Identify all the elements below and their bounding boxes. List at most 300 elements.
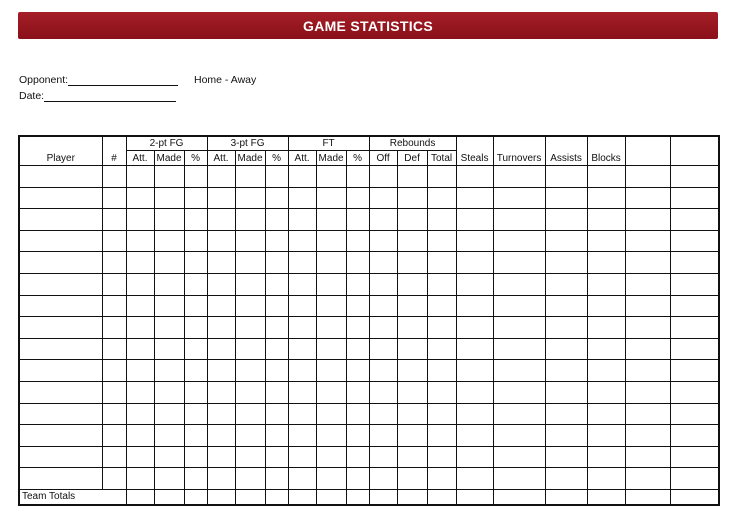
player-name-cell[interactable]	[19, 425, 102, 447]
stat-cell[interactable]	[625, 187, 670, 209]
stat-cell[interactable]	[545, 230, 587, 252]
player-number-cell[interactable]	[102, 230, 126, 252]
stat-cell[interactable]	[670, 446, 719, 468]
stat-cell[interactable]	[670, 468, 719, 490]
stat-cell[interactable]	[126, 446, 154, 468]
stat-cell[interactable]	[587, 403, 625, 425]
stat-cell[interactable]	[346, 317, 369, 339]
stat-cell[interactable]	[154, 295, 184, 317]
stat-cell[interactable]	[126, 489, 154, 505]
stat-cell[interactable]	[587, 425, 625, 447]
stat-cell[interactable]	[397, 468, 427, 490]
player-name-cell[interactable]	[19, 338, 102, 360]
stat-cell[interactable]	[235, 381, 265, 403]
player-name-cell[interactable]	[19, 230, 102, 252]
stat-cell[interactable]	[456, 338, 493, 360]
stat-cell[interactable]	[369, 425, 397, 447]
stat-cell[interactable]	[493, 273, 545, 295]
stat-cell[interactable]	[493, 166, 545, 188]
stat-cell[interactable]	[265, 403, 288, 425]
stat-cell[interactable]	[397, 209, 427, 231]
player-number-cell[interactable]	[102, 381, 126, 403]
stat-cell[interactable]	[207, 273, 235, 295]
stat-cell[interactable]	[625, 166, 670, 188]
stat-cell[interactable]	[235, 317, 265, 339]
stat-cell[interactable]	[456, 381, 493, 403]
stat-cell[interactable]	[545, 209, 587, 231]
stat-cell[interactable]	[126, 381, 154, 403]
stat-cell[interactable]	[154, 209, 184, 231]
stat-cell[interactable]	[265, 230, 288, 252]
stat-cell[interactable]	[207, 209, 235, 231]
stat-cell[interactable]	[625, 338, 670, 360]
stat-cell[interactable]	[207, 317, 235, 339]
stat-cell[interactable]	[126, 166, 154, 188]
stat-cell[interactable]	[288, 187, 316, 209]
stat-cell[interactable]	[456, 252, 493, 274]
stat-cell[interactable]	[184, 187, 207, 209]
stat-cell[interactable]	[316, 317, 346, 339]
stat-cell[interactable]	[545, 187, 587, 209]
stat-cell[interactable]	[288, 317, 316, 339]
stat-cell[interactable]	[427, 489, 456, 505]
stat-cell[interactable]	[265, 489, 288, 505]
player-name-cell[interactable]	[19, 403, 102, 425]
stat-cell[interactable]	[265, 468, 288, 490]
stat-cell[interactable]	[316, 166, 346, 188]
stat-cell[interactable]	[126, 468, 154, 490]
stat-cell[interactable]	[288, 403, 316, 425]
stat-cell[interactable]	[670, 230, 719, 252]
stat-cell[interactable]	[545, 166, 587, 188]
stat-cell[interactable]	[346, 230, 369, 252]
stat-cell[interactable]	[235, 166, 265, 188]
stat-cell[interactable]	[670, 489, 719, 505]
stat-cell[interactable]	[369, 446, 397, 468]
stat-cell[interactable]	[456, 230, 493, 252]
stat-cell[interactable]	[493, 360, 545, 382]
stat-cell[interactable]	[670, 252, 719, 274]
stat-cell[interactable]	[346, 360, 369, 382]
player-name-cell[interactable]	[19, 252, 102, 274]
stat-cell[interactable]	[154, 381, 184, 403]
player-name-cell[interactable]	[19, 295, 102, 317]
stat-cell[interactable]	[545, 273, 587, 295]
stat-cell[interactable]	[625, 446, 670, 468]
stat-cell[interactable]	[154, 489, 184, 505]
stat-cell[interactable]	[545, 489, 587, 505]
stat-cell[interactable]	[625, 468, 670, 490]
stat-cell[interactable]	[235, 446, 265, 468]
stat-cell[interactable]	[288, 446, 316, 468]
stat-cell[interactable]	[493, 209, 545, 231]
stat-cell[interactable]	[346, 252, 369, 274]
stat-cell[interactable]	[235, 403, 265, 425]
date-blank-line[interactable]	[44, 90, 176, 102]
stat-cell[interactable]	[545, 381, 587, 403]
stat-cell[interactable]	[456, 360, 493, 382]
stat-cell[interactable]	[369, 209, 397, 231]
stat-cell[interactable]	[587, 187, 625, 209]
stat-cell[interactable]	[625, 252, 670, 274]
stat-cell[interactable]	[369, 403, 397, 425]
player-number-cell[interactable]	[102, 403, 126, 425]
stat-cell[interactable]	[427, 273, 456, 295]
player-name-cell[interactable]	[19, 166, 102, 188]
stat-cell[interactable]	[184, 230, 207, 252]
stat-cell[interactable]	[288, 489, 316, 505]
stat-cell[interactable]	[184, 317, 207, 339]
player-number-cell[interactable]	[102, 468, 126, 490]
stat-cell[interactable]	[316, 403, 346, 425]
stat-cell[interactable]	[397, 273, 427, 295]
stat-cell[interactable]	[316, 381, 346, 403]
stat-cell[interactable]	[346, 468, 369, 490]
stat-cell[interactable]	[184, 209, 207, 231]
stat-cell[interactable]	[587, 446, 625, 468]
stat-cell[interactable]	[587, 273, 625, 295]
stat-cell[interactable]	[670, 403, 719, 425]
stat-cell[interactable]	[587, 338, 625, 360]
stat-cell[interactable]	[587, 360, 625, 382]
player-number-cell[interactable]	[102, 295, 126, 317]
stat-cell[interactable]	[397, 489, 427, 505]
stat-cell[interactable]	[288, 425, 316, 447]
stat-cell[interactable]	[493, 446, 545, 468]
stat-cell[interactable]	[265, 425, 288, 447]
stat-cell[interactable]	[154, 360, 184, 382]
stat-cell[interactable]	[207, 230, 235, 252]
stat-cell[interactable]	[369, 166, 397, 188]
stat-cell[interactable]	[456, 295, 493, 317]
stat-cell[interactable]	[316, 489, 346, 505]
stat-cell[interactable]	[397, 403, 427, 425]
player-name-cell[interactable]	[19, 273, 102, 295]
stat-cell[interactable]	[670, 338, 719, 360]
stat-cell[interactable]	[288, 468, 316, 490]
stat-cell[interactable]	[288, 252, 316, 274]
stat-cell[interactable]	[316, 425, 346, 447]
stat-cell[interactable]	[545, 252, 587, 274]
stat-cell[interactable]	[154, 252, 184, 274]
player-number-cell[interactable]	[102, 252, 126, 274]
player-name-cell[interactable]	[19, 187, 102, 209]
stat-cell[interactable]	[346, 209, 369, 231]
stat-cell[interactable]	[346, 187, 369, 209]
stat-cell[interactable]	[235, 360, 265, 382]
stat-cell[interactable]	[207, 360, 235, 382]
stat-cell[interactable]	[265, 338, 288, 360]
stat-cell[interactable]	[427, 166, 456, 188]
stat-cell[interactable]	[154, 166, 184, 188]
stat-cell[interactable]	[625, 381, 670, 403]
stat-cell[interactable]	[670, 209, 719, 231]
stat-cell[interactable]	[493, 425, 545, 447]
player-number-cell[interactable]	[102, 446, 126, 468]
stat-cell[interactable]	[369, 295, 397, 317]
stat-cell[interactable]	[207, 403, 235, 425]
stat-cell[interactable]	[427, 187, 456, 209]
stat-cell[interactable]	[316, 295, 346, 317]
stat-cell[interactable]	[545, 403, 587, 425]
player-name-cell[interactable]	[19, 468, 102, 490]
stat-cell[interactable]	[346, 166, 369, 188]
stat-cell[interactable]	[316, 446, 346, 468]
stat-cell[interactable]	[456, 187, 493, 209]
stat-cell[interactable]	[207, 252, 235, 274]
stat-cell[interactable]	[265, 273, 288, 295]
stat-cell[interactable]	[126, 360, 154, 382]
stat-cell[interactable]	[397, 338, 427, 360]
stat-cell[interactable]	[427, 381, 456, 403]
stat-cell[interactable]	[184, 489, 207, 505]
stat-cell[interactable]	[184, 403, 207, 425]
stat-cell[interactable]	[235, 209, 265, 231]
stat-cell[interactable]	[493, 187, 545, 209]
stat-cell[interactable]	[545, 317, 587, 339]
stat-cell[interactable]	[316, 338, 346, 360]
stat-cell[interactable]	[207, 381, 235, 403]
stat-cell[interactable]	[369, 338, 397, 360]
stat-cell[interactable]	[493, 489, 545, 505]
stat-cell[interactable]	[288, 230, 316, 252]
stat-cell[interactable]	[126, 425, 154, 447]
stat-cell[interactable]	[184, 446, 207, 468]
stat-cell[interactable]	[184, 360, 207, 382]
stat-cell[interactable]	[545, 338, 587, 360]
stat-cell[interactable]	[670, 273, 719, 295]
player-number-cell[interactable]	[102, 166, 126, 188]
stat-cell[interactable]	[346, 273, 369, 295]
stat-cell[interactable]	[154, 230, 184, 252]
stat-cell[interactable]	[670, 295, 719, 317]
stat-cell[interactable]	[456, 489, 493, 505]
stat-cell[interactable]	[369, 187, 397, 209]
stat-cell[interactable]	[288, 209, 316, 231]
stat-cell[interactable]	[346, 381, 369, 403]
stat-cell[interactable]	[369, 489, 397, 505]
stat-cell[interactable]	[587, 252, 625, 274]
stat-cell[interactable]	[207, 425, 235, 447]
stat-cell[interactable]	[545, 425, 587, 447]
stat-cell[interactable]	[207, 166, 235, 188]
stat-cell[interactable]	[587, 166, 625, 188]
stat-cell[interactable]	[493, 252, 545, 274]
stat-cell[interactable]	[265, 295, 288, 317]
stat-cell[interactable]	[427, 209, 456, 231]
stat-cell[interactable]	[154, 446, 184, 468]
stat-cell[interactable]	[625, 360, 670, 382]
stat-cell[interactable]	[346, 403, 369, 425]
player-number-cell[interactable]	[102, 338, 126, 360]
stat-cell[interactable]	[316, 230, 346, 252]
stat-cell[interactable]	[587, 317, 625, 339]
stat-cell[interactable]	[346, 295, 369, 317]
stat-cell[interactable]	[235, 273, 265, 295]
stat-cell[interactable]	[154, 338, 184, 360]
stat-cell[interactable]	[427, 468, 456, 490]
player-number-cell[interactable]	[102, 273, 126, 295]
stat-cell[interactable]	[427, 252, 456, 274]
stat-cell[interactable]	[265, 252, 288, 274]
stat-cell[interactable]	[625, 295, 670, 317]
stat-cell[interactable]	[587, 489, 625, 505]
stat-cell[interactable]	[427, 317, 456, 339]
stat-cell[interactable]	[126, 403, 154, 425]
stat-cell[interactable]	[265, 446, 288, 468]
stat-cell[interactable]	[207, 446, 235, 468]
player-name-cell[interactable]	[19, 360, 102, 382]
stat-cell[interactable]	[126, 273, 154, 295]
stat-cell[interactable]	[670, 317, 719, 339]
stat-cell[interactable]	[397, 425, 427, 447]
stat-cell[interactable]	[625, 273, 670, 295]
player-name-cell[interactable]	[19, 209, 102, 231]
stat-cell[interactable]	[456, 425, 493, 447]
stat-cell[interactable]	[369, 252, 397, 274]
stat-cell[interactable]	[288, 381, 316, 403]
stat-cell[interactable]	[184, 273, 207, 295]
stat-cell[interactable]	[670, 360, 719, 382]
stat-cell[interactable]	[625, 317, 670, 339]
stat-cell[interactable]	[493, 468, 545, 490]
stat-cell[interactable]	[427, 295, 456, 317]
stat-cell[interactable]	[587, 209, 625, 231]
stat-cell[interactable]	[126, 252, 154, 274]
stat-cell[interactable]	[456, 273, 493, 295]
stat-cell[interactable]	[369, 381, 397, 403]
stat-cell[interactable]	[456, 209, 493, 231]
stat-cell[interactable]	[288, 338, 316, 360]
stat-cell[interactable]	[346, 446, 369, 468]
stat-cell[interactable]	[397, 187, 427, 209]
stat-cell[interactable]	[207, 338, 235, 360]
stat-cell[interactable]	[316, 187, 346, 209]
stat-cell[interactable]	[154, 403, 184, 425]
stat-cell[interactable]	[316, 252, 346, 274]
stat-cell[interactable]	[427, 446, 456, 468]
stat-cell[interactable]	[235, 489, 265, 505]
stat-cell[interactable]	[316, 468, 346, 490]
stat-cell[interactable]	[369, 317, 397, 339]
stat-cell[interactable]	[126, 295, 154, 317]
stat-cell[interactable]	[207, 295, 235, 317]
player-number-cell[interactable]	[102, 317, 126, 339]
stat-cell[interactable]	[316, 360, 346, 382]
player-name-cell[interactable]	[19, 381, 102, 403]
stat-cell[interactable]	[265, 317, 288, 339]
opponent-field[interactable]	[19, 74, 178, 86]
stat-cell[interactable]	[427, 230, 456, 252]
stat-cell[interactable]	[207, 187, 235, 209]
stat-cell[interactable]	[369, 360, 397, 382]
stat-cell[interactable]	[126, 338, 154, 360]
player-name-cell[interactable]	[19, 446, 102, 468]
stat-cell[interactable]	[235, 468, 265, 490]
stat-cell[interactable]	[587, 468, 625, 490]
stat-cell[interactable]	[184, 166, 207, 188]
stat-cell[interactable]	[265, 381, 288, 403]
stat-cell[interactable]	[427, 360, 456, 382]
stat-cell[interactable]	[126, 230, 154, 252]
stat-cell[interactable]	[126, 317, 154, 339]
stat-cell[interactable]	[625, 403, 670, 425]
stat-cell[interactable]	[369, 468, 397, 490]
stat-cell[interactable]	[587, 230, 625, 252]
stat-cell[interactable]	[397, 360, 427, 382]
stat-cell[interactable]	[316, 209, 346, 231]
stat-cell[interactable]	[346, 338, 369, 360]
stat-cell[interactable]	[456, 468, 493, 490]
stat-cell[interactable]	[545, 468, 587, 490]
stat-cell[interactable]	[126, 209, 154, 231]
stat-cell[interactable]	[625, 425, 670, 447]
player-number-cell[interactable]	[102, 209, 126, 231]
stat-cell[interactable]	[397, 295, 427, 317]
date-field[interactable]	[19, 90, 176, 102]
stat-cell[interactable]	[587, 295, 625, 317]
stat-cell[interactable]	[397, 381, 427, 403]
stat-cell[interactable]	[427, 425, 456, 447]
stat-cell[interactable]	[235, 295, 265, 317]
stat-cell[interactable]	[493, 317, 545, 339]
stat-cell[interactable]	[587, 381, 625, 403]
stat-cell[interactable]	[456, 403, 493, 425]
stat-cell[interactable]	[369, 230, 397, 252]
stat-cell[interactable]	[154, 317, 184, 339]
stat-cell[interactable]	[154, 187, 184, 209]
stat-cell[interactable]	[456, 446, 493, 468]
stat-cell[interactable]	[154, 468, 184, 490]
stat-cell[interactable]	[154, 425, 184, 447]
stat-cell[interactable]	[288, 273, 316, 295]
stat-cell[interactable]	[397, 317, 427, 339]
stat-cell[interactable]	[184, 381, 207, 403]
stat-cell[interactable]	[288, 166, 316, 188]
stat-cell[interactable]	[545, 360, 587, 382]
stat-cell[interactable]	[154, 273, 184, 295]
stat-cell[interactable]	[184, 468, 207, 490]
stat-cell[interactable]	[493, 230, 545, 252]
stat-cell[interactable]	[493, 295, 545, 317]
stat-cell[interactable]	[346, 425, 369, 447]
stat-cell[interactable]	[397, 166, 427, 188]
stat-cell[interactable]	[235, 230, 265, 252]
player-number-cell[interactable]	[102, 425, 126, 447]
stat-cell[interactable]	[625, 230, 670, 252]
stat-cell[interactable]	[235, 187, 265, 209]
player-number-cell[interactable]	[102, 187, 126, 209]
stat-cell[interactable]	[235, 338, 265, 360]
stat-cell[interactable]	[265, 166, 288, 188]
stat-cell[interactable]	[184, 295, 207, 317]
stat-cell[interactable]	[288, 295, 316, 317]
stat-cell[interactable]	[670, 425, 719, 447]
stat-cell[interactable]	[427, 403, 456, 425]
stat-cell[interactable]	[397, 446, 427, 468]
stat-cell[interactable]	[625, 209, 670, 231]
stat-cell[interactable]	[670, 187, 719, 209]
stat-cell[interactable]	[126, 187, 154, 209]
stat-cell[interactable]	[288, 360, 316, 382]
stat-cell[interactable]	[207, 468, 235, 490]
stat-cell[interactable]	[265, 360, 288, 382]
stat-cell[interactable]	[625, 489, 670, 505]
stat-cell[interactable]	[670, 166, 719, 188]
stat-cell[interactable]	[235, 425, 265, 447]
stat-cell[interactable]	[397, 230, 427, 252]
stat-cell[interactable]	[316, 273, 346, 295]
